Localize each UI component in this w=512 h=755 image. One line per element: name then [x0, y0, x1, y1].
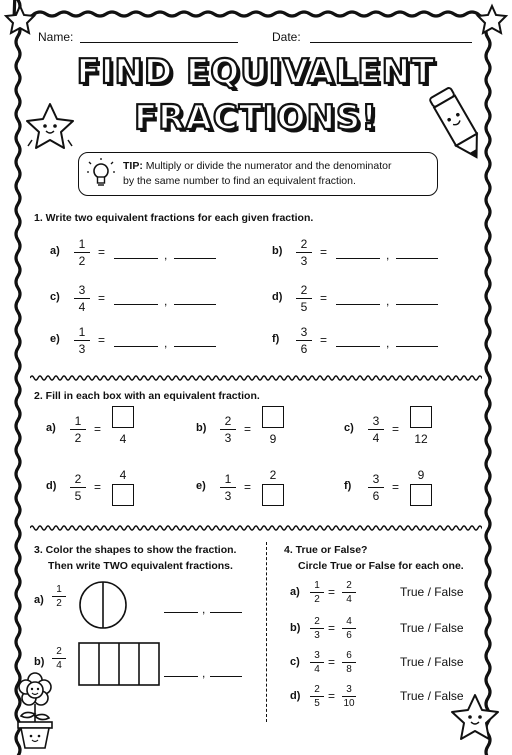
tip-text-1: Multiply or divide the numerator and the denominator	[142, 160, 392, 172]
s1-comma: ,	[386, 294, 390, 308]
s3-label-a: a)	[34, 594, 44, 606]
s4-true-false-choice[interactable]: True / False	[400, 585, 464, 599]
s2-answer-box[interactable]	[112, 406, 134, 428]
s1-comma: ,	[164, 336, 168, 350]
s1-answer-blank[interactable]	[114, 258, 158, 259]
s1-answer-blank[interactable]	[396, 258, 438, 259]
title-line-1: FIND EQUIVALENT	[76, 52, 436, 92]
s1-comma: ,	[164, 294, 168, 308]
flower-pot-icon	[10, 672, 60, 750]
s2-fraction: 2 5	[70, 472, 86, 503]
s2-equals: =	[244, 480, 252, 494]
s3-comma-a: ,	[202, 602, 206, 616]
s1-answer-blank[interactable]	[336, 258, 380, 259]
s1-equals: =	[320, 245, 328, 259]
s4-label: d)	[290, 690, 301, 702]
s3-label-b: b)	[34, 656, 45, 668]
s1-equals: =	[98, 291, 106, 305]
s1-answer-blank[interactable]	[396, 304, 438, 305]
s2-given-denominator: 9	[269, 432, 277, 446]
s2-equals: =	[392, 480, 400, 494]
name-label: Name:	[38, 30, 74, 44]
s1-answer-blank[interactable]	[114, 304, 158, 305]
title-line-2: FRACTIONS!	[134, 98, 378, 138]
s2-fraction: 1 2	[70, 414, 86, 445]
tip-label: TIP:	[123, 160, 143, 172]
s2-fraction: 1 3	[220, 472, 236, 503]
s3-blank-b2[interactable]	[210, 676, 242, 677]
s2-label: d)	[46, 480, 57, 492]
s3-fraction-a: 1 2	[52, 584, 66, 609]
s1-fraction: 3 6	[296, 325, 312, 356]
s4-label: a)	[290, 586, 300, 598]
rectangle-shape-fourths[interactable]	[78, 642, 160, 686]
name-line[interactable]	[80, 42, 238, 43]
s1-answer-blank[interactable]	[174, 304, 216, 305]
tip-text-2: by the same number to find an equivalent fraction.	[123, 175, 356, 187]
s4-equals: =	[328, 689, 336, 703]
s4-true-false-choice[interactable]: True / False	[400, 621, 464, 635]
s1-label: e)	[50, 333, 60, 345]
lightbulb-icon	[87, 158, 115, 190]
s1-fraction: 3 4	[74, 283, 90, 314]
s4-fraction-left: 1 2	[310, 580, 324, 605]
s1-label: d)	[272, 291, 283, 303]
star-character-icon-bottom	[448, 692, 502, 746]
section1-heading: 1. Write two equivalent fractions for each given fraction.	[34, 212, 314, 224]
star-character-icon	[22, 100, 78, 154]
s1-equals: =	[98, 245, 106, 259]
s2-given-denominator: 12	[414, 432, 428, 446]
s2-label: e)	[196, 480, 206, 492]
s1-answer-blank[interactable]	[114, 346, 158, 347]
section3-heading-2: Then write TWO equivalent fractions.	[48, 560, 233, 572]
s1-answer-blank[interactable]	[336, 304, 380, 305]
s1-equals: =	[320, 333, 328, 347]
s3-blank-a1[interactable]	[164, 612, 198, 613]
s2-label: b)	[196, 422, 207, 434]
s2-equals: =	[94, 422, 102, 436]
s2-label: a)	[46, 422, 56, 434]
s3-blank-b1[interactable]	[164, 676, 198, 677]
s4-equals: =	[328, 585, 336, 599]
s2-fraction: 3 6	[368, 472, 384, 503]
s2-answer-box[interactable]	[112, 484, 134, 506]
s1-comma: ,	[386, 248, 390, 262]
s2-label: c)	[344, 422, 354, 434]
s2-answer-box[interactable]	[410, 406, 432, 428]
s1-fraction: 1 3	[74, 325, 90, 356]
s4-fraction-left: 3 4	[310, 650, 324, 675]
pencil-character-icon	[428, 82, 488, 168]
s1-label: c)	[50, 291, 60, 303]
s3-fraction-b: 2 4	[52, 646, 66, 671]
date-line[interactable]	[310, 42, 472, 43]
s4-true-false-choice[interactable]: True / False	[400, 689, 464, 703]
s4-fraction-right: 6 8	[342, 650, 356, 675]
s1-fraction: 1 2	[74, 237, 90, 268]
section4-heading-2: Circle True or False for each one.	[298, 560, 464, 572]
s4-fraction-right: 2 4	[342, 580, 356, 605]
s2-answer-box[interactable]	[262, 406, 284, 428]
section2-heading: 2. Fill in each box with an equivalent fraction.	[34, 390, 260, 402]
s2-fraction: 2 3	[220, 414, 236, 445]
s2-fraction: 3 4	[368, 414, 384, 445]
date-label: Date:	[272, 30, 301, 44]
s4-true-false-choice[interactable]: True / False	[400, 655, 464, 669]
s1-comma: ,	[386, 336, 390, 350]
s4-equals: =	[328, 621, 336, 635]
column-divider	[266, 542, 267, 722]
s2-given-numerator: 2	[269, 468, 277, 482]
s2-equals: =	[392, 422, 400, 436]
s2-given-numerator: 9	[417, 468, 425, 482]
s1-label: f)	[272, 333, 280, 345]
s2-given-numerator: 4	[119, 468, 127, 482]
s2-equals: =	[244, 422, 252, 436]
s1-label: b)	[272, 245, 283, 257]
s1-answer-blank[interactable]	[396, 346, 438, 347]
s1-equals: =	[98, 333, 106, 347]
s2-answer-box[interactable]	[262, 484, 284, 506]
s1-answer-blank[interactable]	[336, 346, 380, 347]
s2-equals: =	[94, 480, 102, 494]
s4-label: b)	[290, 622, 301, 634]
circle-shape-halves[interactable]	[78, 580, 128, 630]
s1-label: a)	[50, 245, 60, 257]
section-divider-1	[30, 374, 482, 382]
section3-heading-1: 3. Color the shapes to show the fraction.	[34, 544, 237, 556]
s3-comma-b: ,	[202, 666, 206, 680]
s1-fraction: 2 5	[296, 283, 312, 314]
s4-equals: =	[328, 655, 336, 669]
s4-fraction-right: 4 6	[342, 616, 356, 641]
s3-blank-a2[interactable]	[210, 612, 242, 613]
s4-label: c)	[290, 656, 300, 668]
s1-answer-blank[interactable]	[174, 346, 216, 347]
section4-heading-1: 4. True or False?	[284, 544, 368, 556]
s4-fraction-left: 2 3	[310, 616, 324, 641]
s1-equals: =	[320, 291, 328, 305]
section-divider-2	[30, 524, 482, 532]
s2-given-denominator: 4	[119, 432, 127, 446]
s4-fraction-left: 2 5	[310, 684, 324, 709]
tip-box	[78, 152, 438, 196]
s1-fraction: 2 3	[296, 237, 312, 268]
s2-label: f)	[344, 480, 352, 492]
s1-comma: ,	[164, 248, 168, 262]
s1-answer-blank[interactable]	[174, 258, 216, 259]
s2-answer-box[interactable]	[410, 484, 432, 506]
s4-fraction-right: 3 10	[343, 684, 355, 709]
